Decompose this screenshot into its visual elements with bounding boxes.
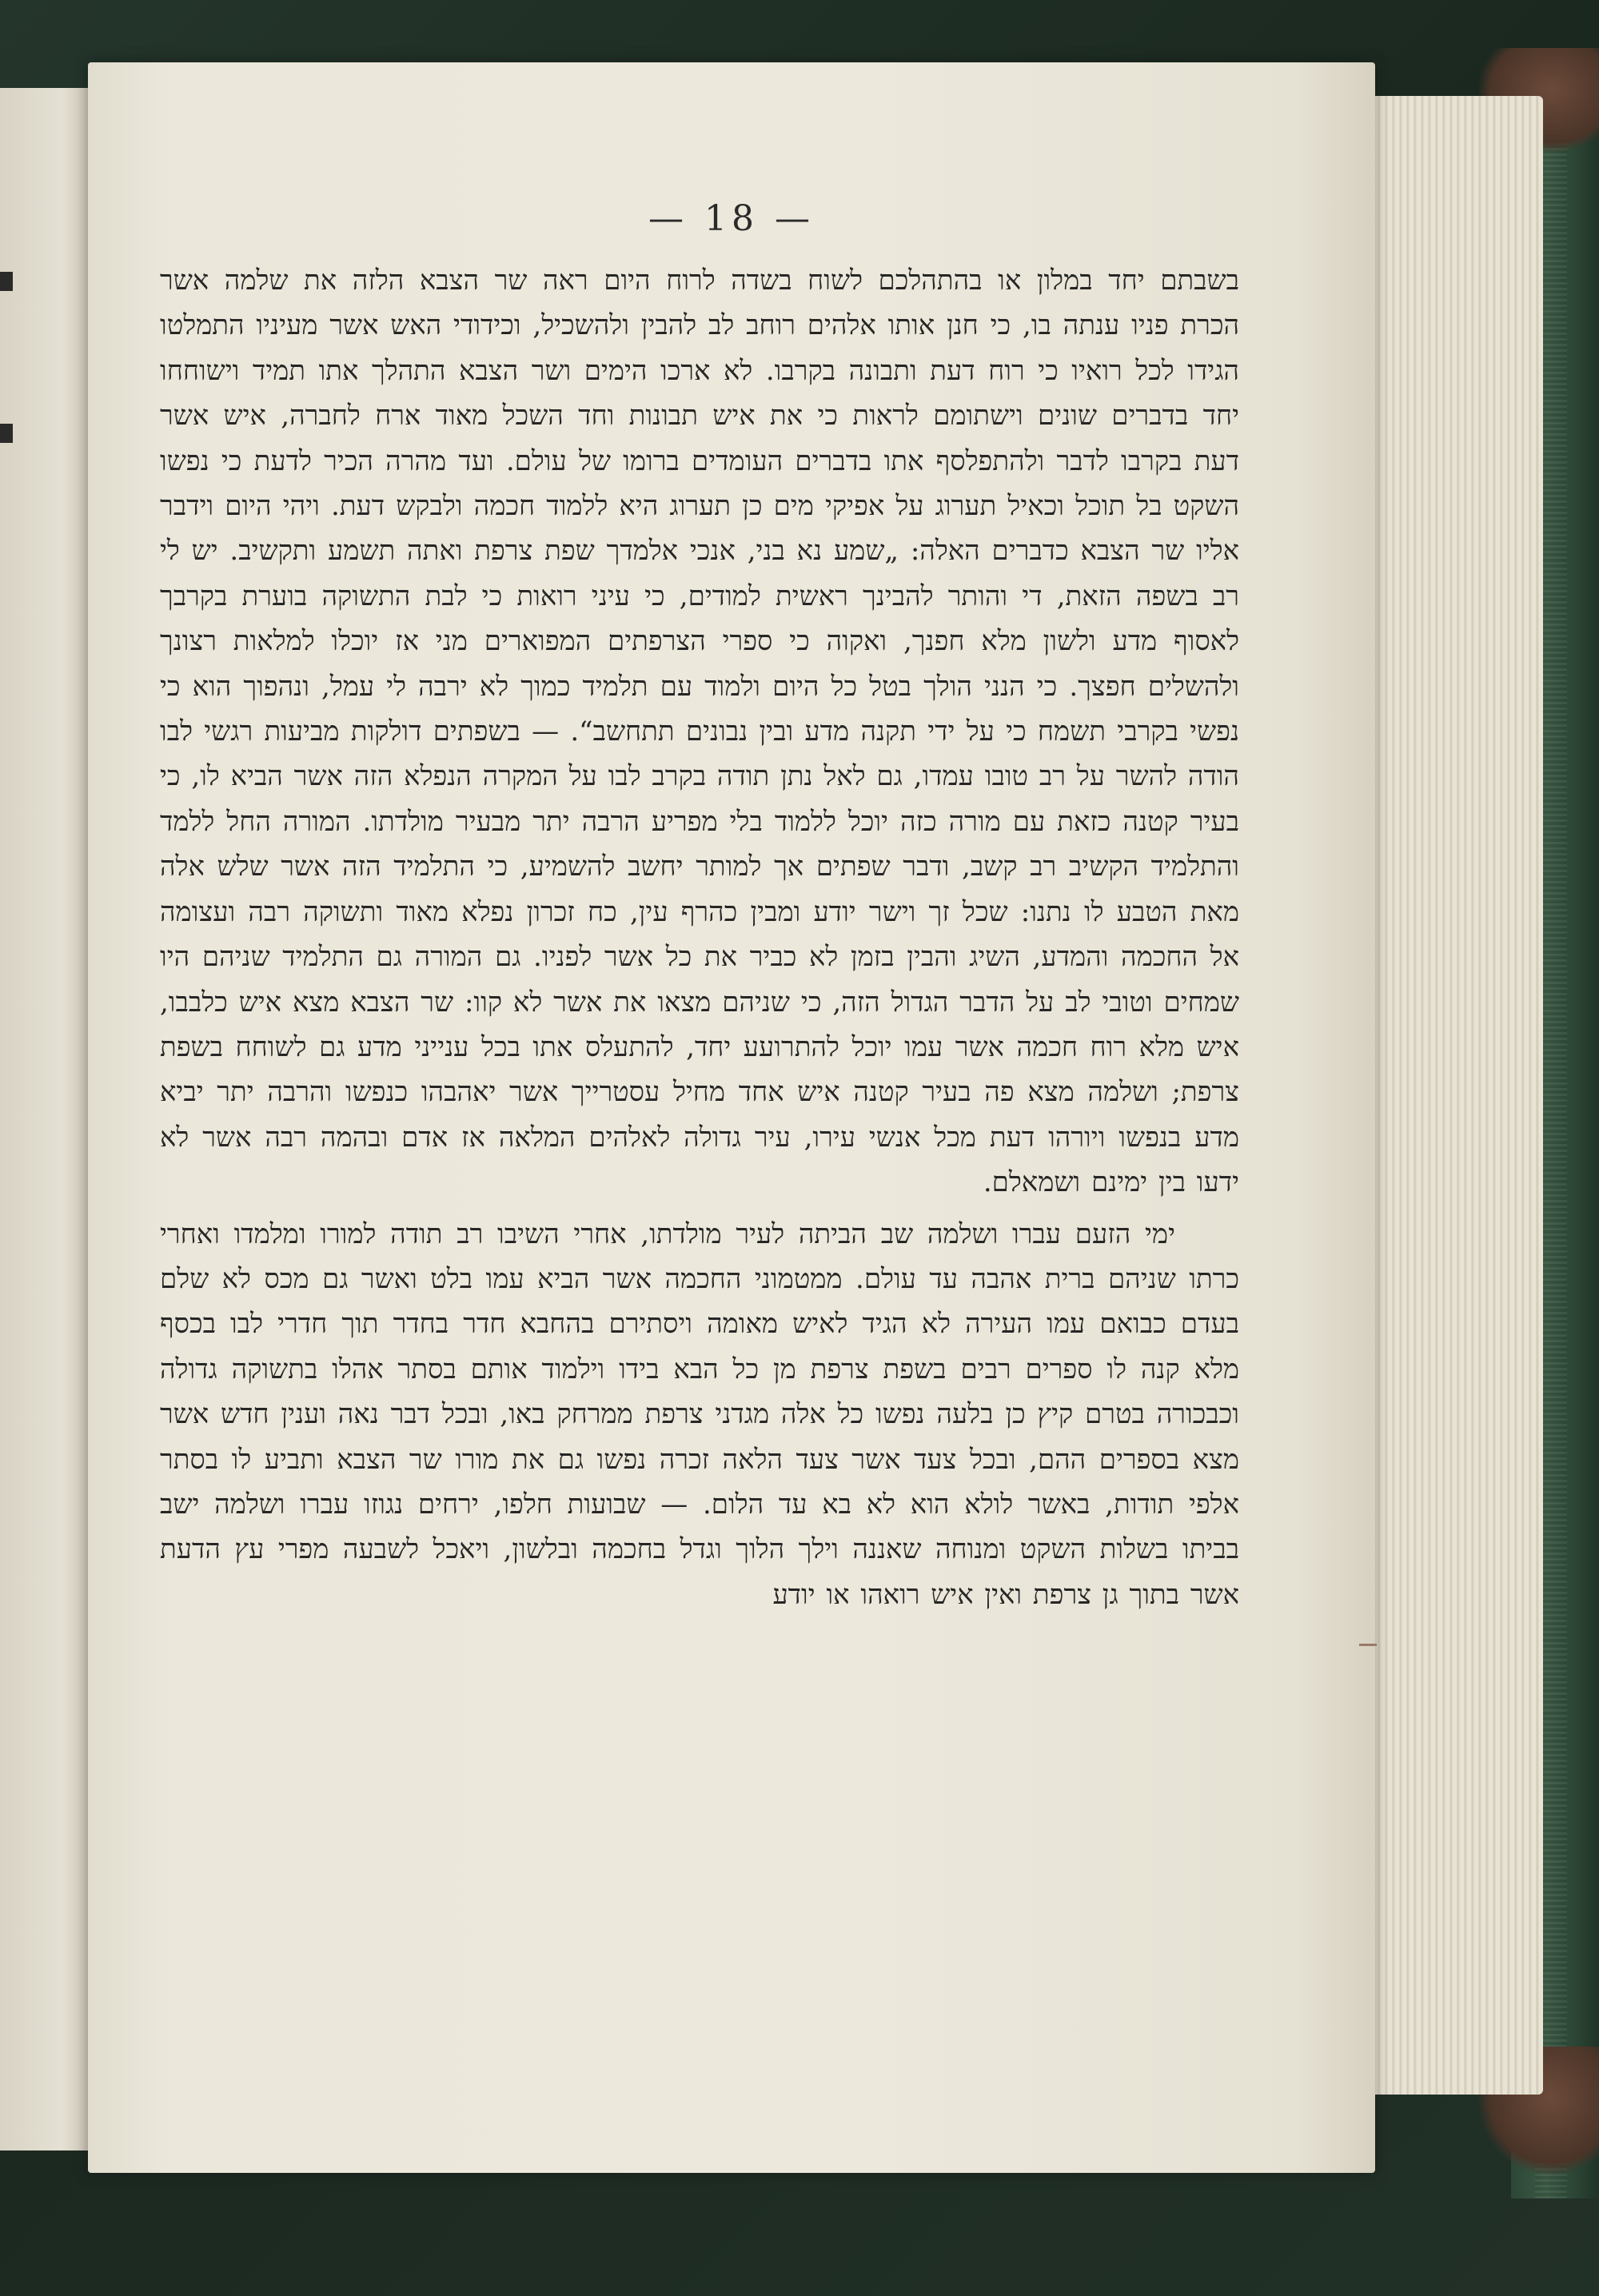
left-page-glyph [0,272,13,291]
left-page-edge [0,88,91,2151]
page-number: — 18 — [648,198,815,239]
page-stack-edge [1359,96,1543,2095]
paragraph: ימי הזעם עברו ושלמה שב הביתה לעיר מולדתו, אחרי השיבו רב תודה למורו ומלמדו ואחרי כרתו שניהם ברית אהבה עד עולם. ממטמוני החכמה אשר הביא עמו בלט ואשר גם מכס לא שלם בעדם כבואם עמו העירה לא הגיד לאיש מאומה ויסתירם בהחבא חדר בחדר תוך חדרי לבו בכסף מלא קנה לו ספרים רבים בשפת צרפת מן כל הבא בידו וילמוד אותם בסתר אהלו בתשוקה גדולה וכבכורה בטרם קיץ כן בלעה נפשו כל אלה מגדני צרפת ממרחק באו, ובכל דבר נאה וענין חדש אשר מצא בספרים ההם, ובכל צעד אשר צעד הלאה זכרה נפשו גם את מורו שר הצבא ותביע לו בסתר אלפי תודות, באשר לולא הוא לא בא עד הלום. — שבועות חלפו, ירחים נגוזו עברו ושלמה ישב בביתו בשלות השקט ומנוחה שאננה וילך הלוך וגדל בחכמה ובלשון, ויאכל לשבעה מפרי עץ הדעת אשר בתוך גן צרפת ואין איש רואהו או יודע [160,1218,1239,1611]
body-text [160,258,1239,1617]
left-page-glyph [0,424,13,443]
book-page [88,62,1375,2173]
paragraph: בשבתם יחד במלון או בהתהלכם לשוח בשדה לרוח היום ראה שר הצבא הלזה את שלמה אשר הכרת פניו ענתה בו, כי חנן אותו אלהים רוחב לב להבין ולהשכיל, וכידודי האש אשר מעיניו התמלטו הגידו לכל רואיו כי רוח דעת ותבונה בקרבו. לא ארכו הימים ושר הצבא התהלך אתו תמיד וישוחחו יחד בדברים שונים וישתומם לראות כי את איש תבונות וחד השכל מאוד ארח לחברה, איש אשר דעת בקרבו לדבר ולהתפלסף אתו בדברים העומדים ברומו של עולם. ועד מהרה הכיר לדעת כי נפשו השקט בל תוכל וכאיל תערוג על אפיקי מים כן תערוג היא ללמוד חכמה ולבקש דעת. ויהי היום וידבר אליו שר הצבא כדברים האלה: „שמע נא בני, אנכי אלמדך שפת צרפת ואתה תשמע ותקשיב. יש לי רב בשפה הזאת, די והותר להבינך ראשית למודים, כי עיני רואות כי לבת התשוקה בוערת בקרבך לאסוף מדע ולשון מלא חפנך, ואקוה כי ספרי הצרפתים המפוארים מני אז יוכלו למלאות רצונך ולהשלים חפצך. כי הנני הולך בטל כל היום ולמוד עם תלמיד כמוך לא ירבה לי עמל, ונהפוך הוא כי נפשי בקרבי תשמח כי על ידי תקנה מדע ובין נבונים תתחשב“. — בשפתים דולקות מביעות רגשי לבו הודה להשר על רב טובו עמדו, גם לאל נתן תודה בקרב לבו על המקרה הנפלא הזה אשר הביא לו, כי בעיר קטנה כזאת עם מורה כזה יוכל ללמוד בלי מפריע הרבה יתר מבעיר מולדתו. המורה החל ללמד והתלמיד הקשיב רב קשב, ודבר שפתים אך למותר יחשב להשמיע, כי התלמיד הזה אשר שלש אלה מאת הטבע לו נתנו: שכל זך וישר יודע ומבין כהרף עין, כח זכרון נפלא מאוד ותשוקה רבה ועצומה אל החכמה והמדע, השיג והבין בזמן לא כביר את כל אשר לפניו. גם המורה גם התלמיד שניהם היו שמחים וטובי לב על הדבר הגדול הזה, כי שניהם מצאו את אשר לא קוו: שר הצבא מצא איש כלבבו, איש מלא רוח חכמה אשר עמו יוכל להתרועע יחד, להתעלס אתו בכל ענייני מדע גם לשוחח בשפת צרפת; ושלמה מצא פה בעיר קטנה איש אחד מחיל עסטרייך אשר יאהבהו כנפשו והרבה יתר יביא מדע בנפשו ויורהו דעת מכל אנשי עירו, עיר גדולה לאלהים המלאה אז אדם ובהמה רבה אשר לא ידעו בין ימינם ושמאלם. [160,265,1239,1199]
margin-mark [1359,1644,1377,1646]
